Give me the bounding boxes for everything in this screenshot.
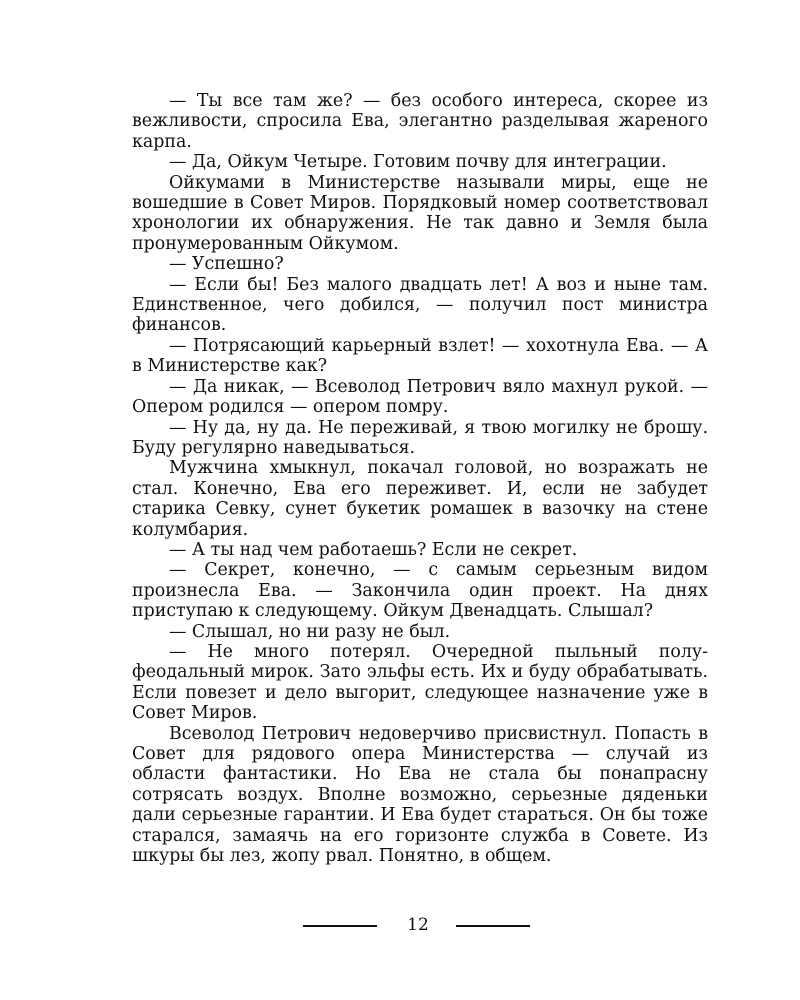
body-text (132, 91, 708, 866)
paragraph: — Не много потерял. Очередной пыльный полуфеодальный мирок. Зато эльфы есть. Их и буду обрабатывать. Если повезет и дело выгорит, следующее назначение уже в Совет Миров. (132, 641, 708, 724)
footer-rule-left (303, 925, 377, 927)
page-footer (0, 915, 800, 935)
paragraph: — Да, Ойкум Четыре. Готовим почву для интеграции. (169, 152, 667, 173)
footer-rule-right (456, 925, 530, 927)
paragraph: — Ты все там же? — без особого интереса, скорее из вежливости, спросила Ева, элегантно разделывая жареного карпа. (132, 91, 708, 152)
paragraph: — Да никак, — Всеволод Петрович вяло махнул рукой. — Опером родился — опером помру. (132, 376, 708, 418)
paragraph: Ойкумами в Министерстве называли миры, еще не вошедшие в Совет Миров. Порядковый номер соответствовал хронологии их обнаружения. Не так давно и Земля была пронумерованным Ойкумом. (132, 172, 708, 254)
paragraph: — Потрясающий карьерный взлет! — хохотнула Ева. — А в Министерстве как? (132, 335, 708, 377)
paragraph: — Секрет, конечно, — с самым серьезным видом произнесла Ева. — Закончила один проект. На днях приступаю к следующему. Ойкум Двенадцать. Слышал? (132, 560, 708, 622)
paragraph: — Слышал, но ни разу не был. (169, 621, 451, 642)
paragraph: Мужчина хмыкнул, покачал головой, но возражать не стал. Конечно, Ева его переживет. И, если не забудет старика Севку, сунет букетик ромашек в вазочку на стене колумбария. (132, 458, 708, 540)
paragraph: — Ну да, ну да. Не переживай, я твою могилку не брошу. Буду регулярно наведываться. (132, 417, 708, 458)
paragraph: — А ты над чем работаешь? Если не секрет. (169, 539, 578, 560)
paragraph: — Успешно? (169, 254, 284, 275)
page-number: 12 (407, 915, 429, 935)
paragraph: Всеволод Петрович недоверчиво присвистнул. Попасть в Совет для рядового опера Министерства — случай из области фантастики. Но Ева не стала бы понапрасну сотрясать воздух. Вполне возможно, серьезные дяденьки дали серьезные гарантии. И Ева будет стараться. Он бы тоже старался, замаячь на его горизонте служба в Совете. Из шкуры бы лез, жопу рвал. Понятно, в общем. (132, 723, 708, 867)
paragraph: — Если бы! Без малого двадцать лет! А воз и ныне там. Единственное, чего добился, — получил пост министра финансов. (132, 274, 708, 336)
